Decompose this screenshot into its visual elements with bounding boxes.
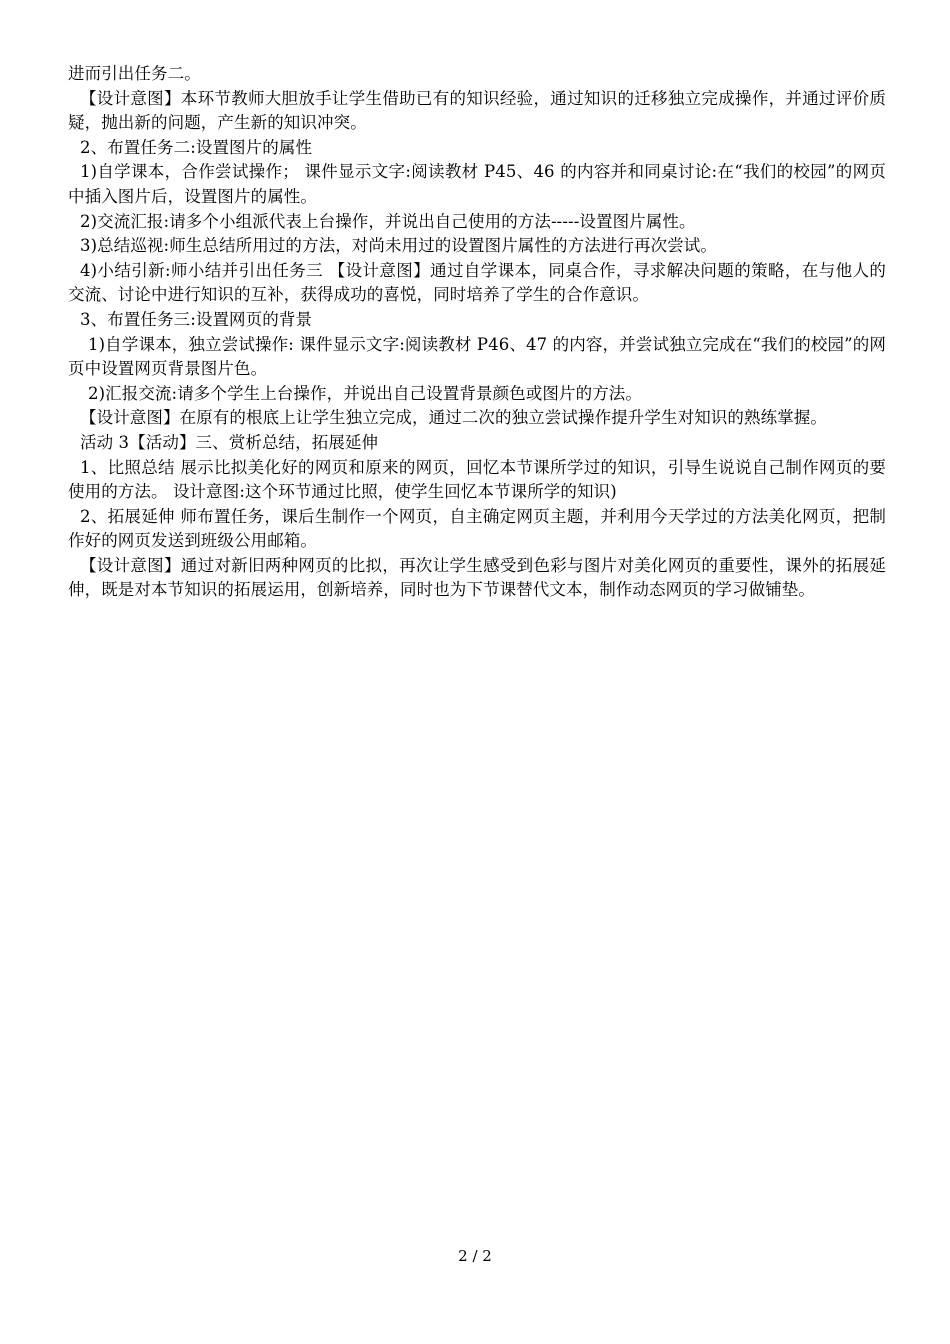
paragraph-task-two-step-4: 4)小结引新:师小结并引出任务三 【设计意图】通过自学课本，同桌合作，寻求解决问题的策略，在与他人的交流、讨论中进行知识的互补，获得成功的喜悦，同时培养了学生的合作意识。 <box>68 260 886 305</box>
paragraph-activity-3-heading: 活动 3【活动】三、赏析总结，拓展延伸 <box>80 432 379 452</box>
paragraph-task-three-step-2: 2)汇报交流:请多个学生上台操作，并说出自己设置背景颜色或图片的方法。 <box>88 383 642 403</box>
document-body <box>68 62 886 603</box>
paragraph-design-intent-final: 【设计意图】通过对新旧两种网页的比拟，再次让学生感受到色彩与图片对美化网页的重要性，课外的拓展延伸，既是对本节知识的拓展运用，创新培养，同时也为下节课替代文本，制作动态网页的学习做铺垫。 <box>68 555 886 600</box>
paragraph-extension: 2、拓展延伸 师布置任务，课后生制作一个网页，自主确定网页主题，并利用今天学过的方法美化网页，把制作好的网页发送到班级公用邮箱。 <box>68 506 886 551</box>
paragraph-task-two-heading: 2、布置任务二:设置图片的属性 <box>80 137 313 157</box>
paragraph-intro: 进而引出任务二。 <box>68 64 201 83</box>
paragraph-design-intent-1: 【设计意图】本环节教师大胆放手让学生借助已有的知识经验，通过知识的迁移独立完成操作，并通过评价质疑，抛出新的问题，产生新的知识冲突。 <box>68 88 886 133</box>
paragraph-summary-compare: 1、比照总结 展示比拟美化好的网页和原来的网页，回忆本节课所学过的知识，引导生说说自己制作网页的要使用的方法。 设计意图:这个环节通过比照，使学生回忆本节课所学的知识) <box>68 457 886 502</box>
paragraph-task-two-step-3: 3)总结巡视:师生总结所用过的方法，对尚未用过的设置图片属性的方法进行再次尝试。 <box>80 236 717 256</box>
paragraph-task-three-heading: 3、布置任务三:设置网页的背景 <box>80 309 313 329</box>
paragraph-design-intent-3: 【设计意图】在原有的根底上让学生独立完成，通过二次的独立尝试操作提升学生对知识的熟练掌握。 <box>80 408 827 428</box>
paragraph-task-two-step-1: 1)自学课本，合作尝试操作； 课件显示文字:阅读教材 P45、46 的内容并和同桌讨论:在“我们的校园”的网页中插入图片后，设置图片的属性。 <box>68 162 886 206</box>
paragraph-task-two-step-2: 2)交流汇报:请多个小组派代表上台操作，并说出自己使用的方法-----设置图片属性。 <box>80 211 696 231</box>
page-number: 2 / 2 <box>458 1247 492 1265</box>
paragraph-task-three-step-1: 1)自学课本，独立尝试操作: 课件显示文字:阅读教材 P46、47 的内容，并尝试独立完成在“我们的校园”的网页中设置网页背景图片色。 <box>68 334 886 379</box>
